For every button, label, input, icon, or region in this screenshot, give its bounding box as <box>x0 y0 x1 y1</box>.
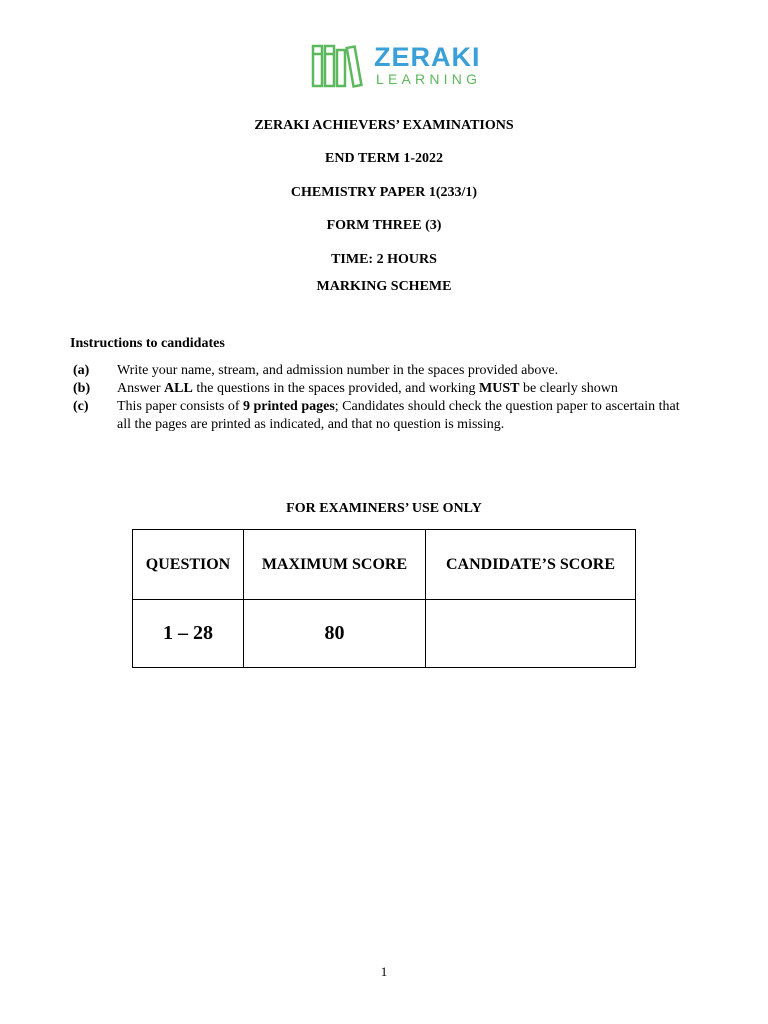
maximum-score-header: MAXIMUM SCORE <box>244 530 426 600</box>
form-title: FORM THREE (3) <box>326 218 442 233</box>
candidate-score-cell[interactable] <box>426 600 636 668</box>
books-icon <box>310 42 366 90</box>
score-table <box>132 529 636 668</box>
instruction-marker: (a) <box>73 363 90 378</box>
logo-subtitle: LEARNING <box>376 71 482 87</box>
exam-title: ZERAKI ACHIEVERS’ EXAMINATIONS <box>254 118 514 133</box>
page-number: 1 <box>380 964 388 979</box>
instruction-item <box>70 398 690 434</box>
score-table-header-row <box>133 530 636 600</box>
term-title: END TERM 1-2022 <box>325 151 443 166</box>
instructions-list <box>70 362 690 434</box>
instruction-marker: (b) <box>73 381 91 396</box>
instructions-heading: Instructions to candidates <box>70 336 225 351</box>
question-range-cell: 1 – 28 <box>133 600 244 668</box>
question-header: QUESTION <box>133 530 244 600</box>
examiners-use-heading: FOR EXAMINERS’ USE ONLY <box>286 501 482 516</box>
instruction-text: This paper consists of 9 printed pages; Candidates should check the question paper to ascertain that all the pages are printed as indicated, and that no question is missing. <box>117 399 680 432</box>
score-table-row <box>133 600 636 668</box>
time-title: TIME: 2 HOURS <box>331 252 437 267</box>
instruction-item <box>70 362 690 380</box>
instruction-marker: (c) <box>73 399 89 414</box>
paper-title: CHEMISTRY PAPER 1(233/1) <box>290 185 478 200</box>
maximum-score-cell: 80 <box>244 600 426 668</box>
candidate-score-header: CANDIDATE’S SCORE <box>426 530 636 600</box>
instruction-text: Answer ALL the questions in the spaces provided, and working MUST be clearly shown <box>117 381 618 396</box>
zeraki-logo <box>310 42 500 90</box>
instruction-item <box>70 380 690 398</box>
instruction-text: Write your name, stream, and admission number in the spaces provided above. <box>117 363 559 378</box>
marking-scheme-title: MARKING SCHEME <box>316 279 452 294</box>
logo-wordmark: ZERAKI <box>374 42 481 72</box>
